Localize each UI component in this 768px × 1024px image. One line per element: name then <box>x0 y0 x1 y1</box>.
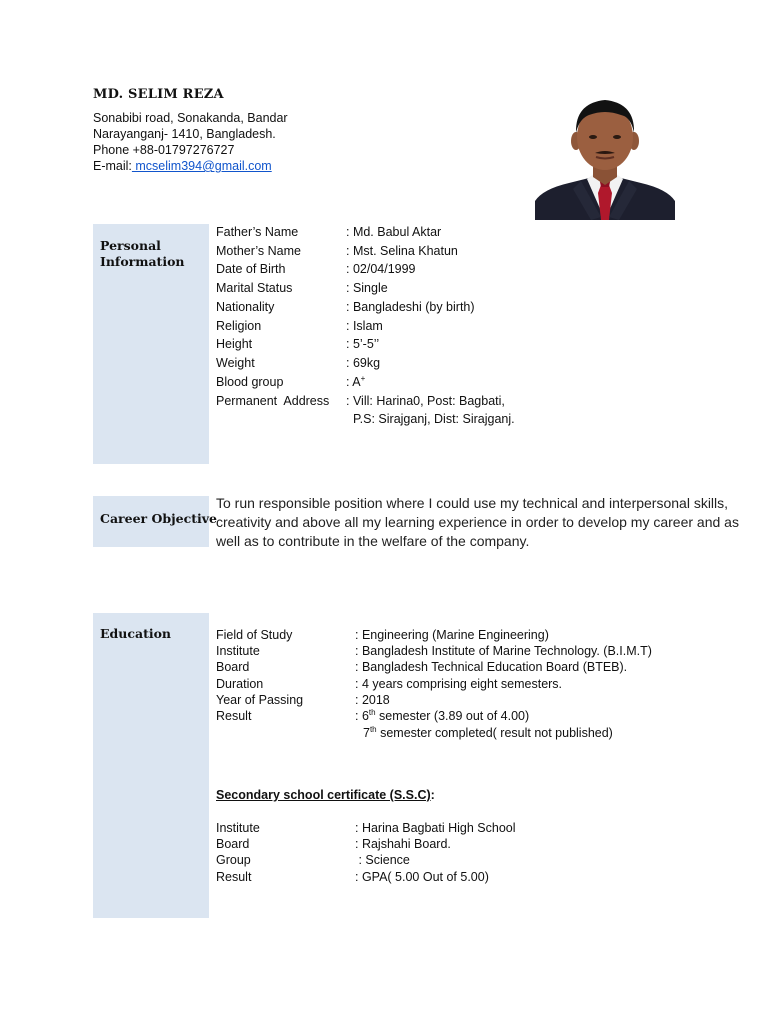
email-link[interactable]: mcselim394@gmail.com <box>131 159 272 173</box>
email-label: E-mail: <box>93 159 132 173</box>
profile-photo <box>535 97 675 220</box>
phone-line: Phone +88-01797276727 <box>93 143 235 157</box>
ssc-heading: Secondary school certificate (S.S.C): <box>216 788 435 802</box>
career-objective-sidebar <box>93 496 217 547</box>
applicant-name: MD. SELIM REZA <box>93 87 224 102</box>
education-sidebar <box>93 613 209 918</box>
personal-info-label: Personal Information <box>100 238 185 269</box>
contact-block <box>93 110 288 174</box>
email-line <box>93 158 288 174</box>
career-objective-text: To run responsible position where I could use my technical and interpersonal skills, creativity and above all my learning experience in order to develop my career and as well as to contribute in the welfare of the company. <box>216 495 739 549</box>
education-label: Education <box>100 626 172 641</box>
address-line-1: Sonabibi road, Sonakanda, Bandar <box>93 111 288 125</box>
personal-info-sidebar <box>93 224 209 464</box>
address-line-2: Narayanganj- 1410, Bangladesh. <box>93 127 276 141</box>
career-objective-label: Career Objective <box>100 511 217 526</box>
